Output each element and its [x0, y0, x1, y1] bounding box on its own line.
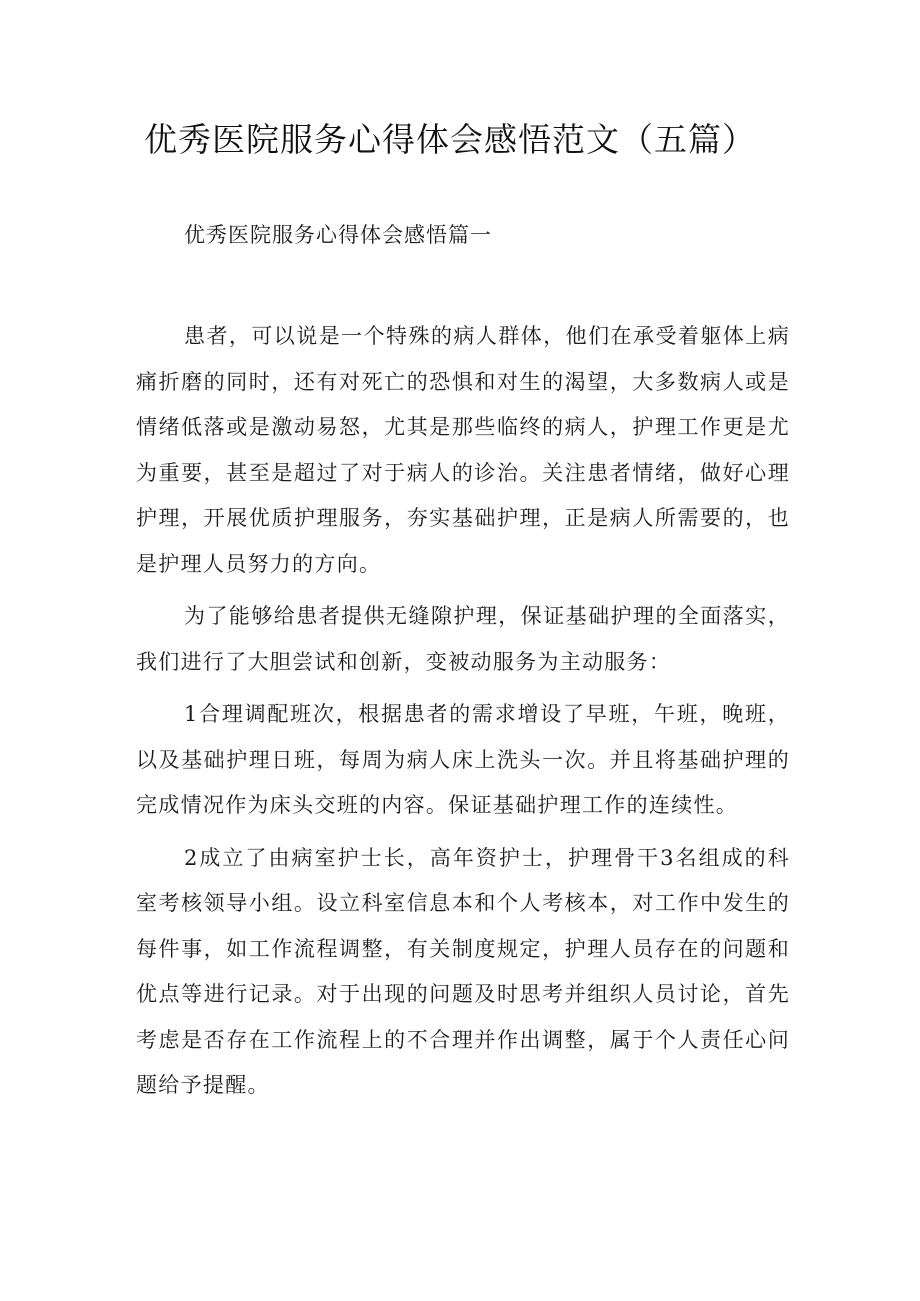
document-title: 优秀医院服务心得体会感悟范文（五篇） — [144, 120, 756, 159]
paragraph-3: 1合理调配班次，根据患者的需求增设了早班，午班，晚班，以及基础护理日班，每周为病人床上洗头一次。并且将基础护理的完成情况作为床头交班的内容。保证基础护理工作的连续性。 — [136, 702, 790, 817]
paragraph-1: 患者，可以说是一个特殊的病人群体，他们在承受着躯体上病痛折磨的同时，还有对死亡的恐惧和对生的渴望，大多数病人或是情绪低落或是激动易怒，尤其是那些临终的病人，护理工作更是尤为重要，甚至是超过了对于病人的诊治。关注患者情绪，做好心理护理，开展优质护理服务，夯实基础护理，正是病人所需要的，也是护理人员努力的方向。 — [136, 324, 790, 576]
paragraph-2: 为了能够给患者提供无缝隙护理，保证基础护理的全面落实，我们进行了大胆尝试和创新，变被动服务为主动服务： — [136, 604, 790, 674]
section-heading: 优秀医院服务心得体会感悟篇一 — [184, 223, 492, 247]
paragraph-4: 2成立了由病室护士长，高年资护士，护理骨干3名组成的科室考核领导小组。设立科室信息本和个人考核本，对工作中发生的每件事，如工作流程调整，有关制度规定，护理人员存在的问题和优点等进行记录。对于出现的问题及时思考并组织人员讨论，首先考虑是否存在工作流程上的不合理并作出调整，属于个人责任心问题给予提醒。 — [136, 845, 790, 1097]
document-body — [136, 314, 790, 1116]
